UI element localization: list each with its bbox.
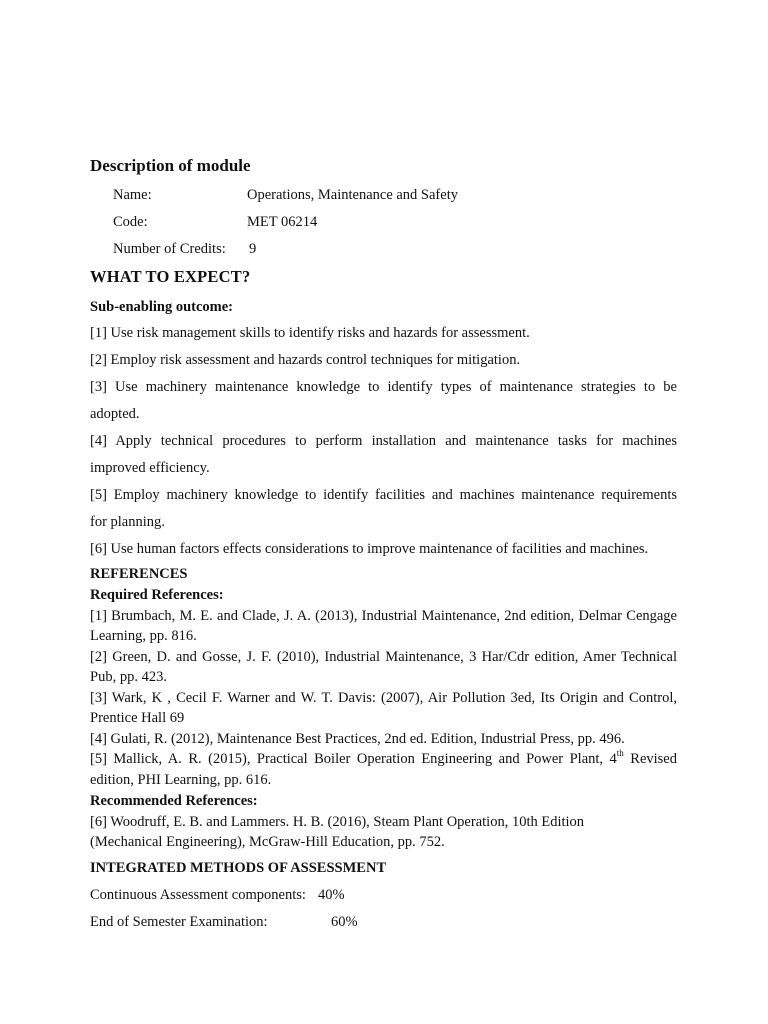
reference-5-text-b: Revised xyxy=(623,751,677,767)
outcome-5-line-2: for planning. xyxy=(90,514,165,530)
outcome-5-line-1: [5] Employ machinery knowledge to identify facilities and machines maintenance requirements xyxy=(90,487,677,503)
reference-5-line-2: edition, PHI Learning, pp. 616. xyxy=(90,772,272,788)
module-code-value: MET 06214 xyxy=(247,214,318,230)
continuous-assessment-label: Continuous Assessment components: xyxy=(90,887,306,903)
module-code-label: Code: xyxy=(113,214,148,230)
outcome-2: [2] Employ risk assessment and hazards control techniques for mitigation. xyxy=(90,352,521,368)
exam-value: 60% xyxy=(331,914,358,930)
references-heading: REFERENCES xyxy=(90,566,188,582)
reference-1-line-2: Learning, pp. 816. xyxy=(90,628,197,644)
expect-heading: WHAT TO EXPECT? xyxy=(90,267,251,286)
reference-5-text-a: [5] Mallick, A. R. (2015), Practical Boiler Operation Engineering and Power Plant, 4 xyxy=(90,751,617,767)
reference-2-line-1: [2] Green, D. and Gosse, J. F. (2010), Industrial Maintenance, 3 Har/Cdr edition, Amer Technical xyxy=(90,649,677,665)
outcome-6: [6] Use human factors effects considerations to improve maintenance of facilities and machines. xyxy=(90,541,649,557)
reference-3-line-1: [3] Wark, K , Cecil F. Warner and W. T. Davis: (2007), Air Pollution 3ed, Its Origin and Control, xyxy=(90,690,677,706)
module-name-value: Operations, Maintenance and Safety xyxy=(247,187,458,203)
reference-2-line-2: Pub, pp. 423. xyxy=(90,669,167,685)
outcome-1: [1] Use risk management skills to identify risks and hazards for assessment. xyxy=(90,325,530,341)
module-credits-label: Number of Credits: xyxy=(113,241,226,257)
outcome-3-line-2: adopted. xyxy=(90,406,140,422)
reference-5-line-1 xyxy=(90,748,677,768)
required-references-heading: Required References: xyxy=(90,587,224,603)
module-heading: Description of module xyxy=(90,156,251,175)
reference-5-superscript: th xyxy=(616,748,624,759)
outcome-4-line-2: improved efficiency. xyxy=(90,460,210,476)
reference-4: [4] Gulati, R. (2012), Maintenance Best Practices, 2nd ed. Edition, Industrial Press, pp. 496. xyxy=(90,731,625,747)
reference-1-line-1: [1] Brumbach, M. E. and Clade, J. A. (2013), Industrial Maintenance, 2nd edition, Delmar Cengage xyxy=(90,608,677,624)
outcome-3-line-1: [3] Use machinery maintenance knowledge to identify types of maintenance strategies to be xyxy=(90,379,677,395)
sub-enabling-heading: Sub-enabling outcome: xyxy=(90,299,234,315)
exam-label: End of Semester Examination: xyxy=(90,914,268,930)
recommended-references-heading: Recommended References: xyxy=(90,793,258,809)
reference-6-line-2: (Mechanical Engineering), McGraw-Hill Education, pp. 752. xyxy=(90,834,445,850)
reference-6-line-1: [6] Woodruff, E. B. and Lammers. H. B. (2016), Steam Plant Operation, 10th Edition xyxy=(90,814,585,830)
outcome-4-line-1: [4] Apply technical procedures to perform installation and maintenance tasks for machines xyxy=(90,433,677,449)
assessment-heading: INTEGRATED METHODS OF ASSESSMENT xyxy=(90,860,387,876)
module-credits-value: 9 xyxy=(249,241,257,257)
reference-3-line-2: Prentice Hall 69 xyxy=(90,710,185,726)
continuous-assessment-value: 40% xyxy=(318,887,345,903)
module-name-label: Name: xyxy=(113,187,152,203)
